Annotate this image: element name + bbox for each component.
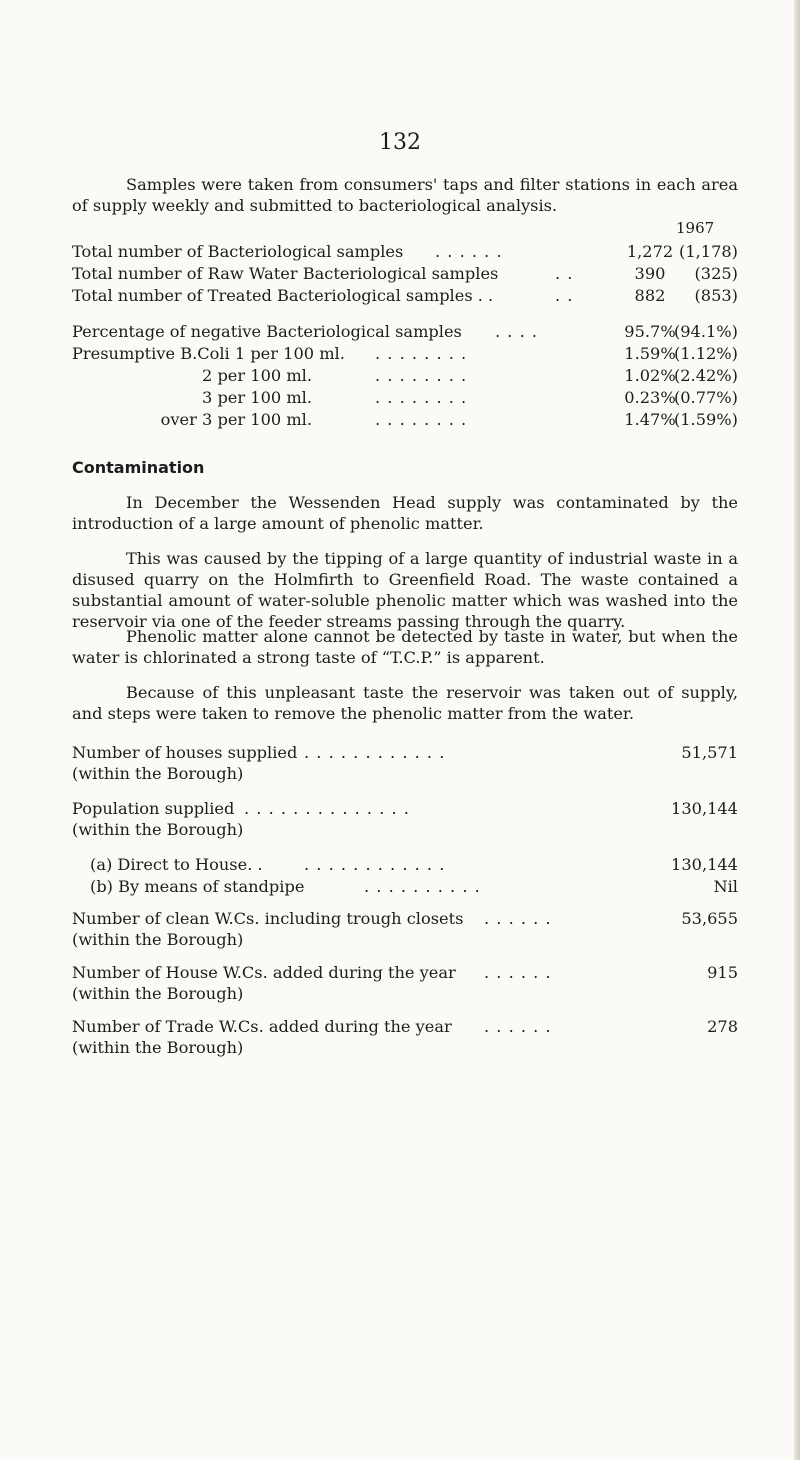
supply-stat-row (72, 798, 738, 840)
intro-paragraph: Samples were taken from consumers' taps and filter stations in each area of supply weekly and submitted to bacteriological analysis. (72, 175, 738, 215)
sample-total-row (72, 242, 752, 264)
supply-stat-row (72, 742, 738, 784)
percentage-row (72, 410, 752, 432)
row-value: Nil (713, 877, 738, 896)
row-previous-value: (0.77%) (673, 388, 738, 407)
supply-stat-row (90, 876, 738, 897)
row-value: 1,272 (626, 242, 674, 261)
row-label: Number of clean W.Cs. including trough closets (72, 909, 464, 928)
leader-dots: . . . . . . (484, 909, 552, 928)
leader-dots: . . . . . . (484, 963, 552, 982)
page-number: 132 (379, 130, 421, 155)
row-previous-value: (1,178) (679, 242, 738, 261)
row-value: 51,571 (681, 743, 738, 762)
contamination-paragraph: Because of this unpleasant taste the reservoir was taken out of supply, and steps were taken to remove the phenolic matter from the water. (72, 683, 738, 723)
row-value: 915 (707, 963, 738, 982)
row-label: Presumptive B.Coli 1 per 100 ml. (72, 344, 345, 363)
contamination-paragraph: This was caused by the tipping of a large quantity of industrial waste in a disused quarry on the Holmfirth to Greenfield Road. The waste contained a substantial amount of water-soluble phenolic matter which was washed into the reservoir via one of the feeder streams passing through the quarry. (72, 549, 738, 631)
row-label: Population supplied (72, 799, 235, 818)
leader-dots: . . (555, 264, 574, 283)
leader-dots: . . . . (495, 322, 539, 341)
sample-total-row (72, 286, 752, 308)
row-value: 95.7% (624, 322, 676, 341)
leader-dots: . . . . . . . . (375, 366, 468, 385)
row-value: 278 (707, 1017, 738, 1036)
row-value: 390 (634, 264, 666, 283)
row-value: 1.02% (624, 366, 676, 385)
row-sublabel: (within the Borough) (72, 1038, 244, 1057)
leader-dots: . . . . . . . . . . . . (304, 743, 446, 762)
supply-stat-row (72, 908, 738, 950)
leader-dots: . . . . . . . . . . . . . . (244, 799, 410, 818)
leader-dots: . . . . . . . . (375, 388, 468, 407)
row-label: 2 per 100 ml. (202, 366, 312, 385)
row-label: Number of House W.Cs. added during the year (72, 963, 456, 982)
page-edge-shadow (794, 0, 800, 1460)
leader-dots: . . . . . . . . . . (364, 877, 481, 896)
row-value: 1.47% (624, 410, 676, 429)
row-previous-value: (853) (694, 286, 738, 305)
row-label: Total number of Raw Water Bacteriological samples (72, 264, 499, 283)
row-sublabel: (within the Borough) (72, 930, 244, 949)
row-label: Number of Trade W.Cs. added during the year (72, 1017, 452, 1036)
row-value: 130,144 (671, 855, 738, 874)
row-label: (a) Direct to House. . (90, 855, 263, 874)
row-sublabel: (within the Borough) (72, 984, 244, 1003)
sample-total-row (72, 264, 752, 286)
row-label: Percentage of negative Bacteriological samples (72, 322, 462, 341)
row-value: 53,655 (681, 909, 738, 928)
year-header: 1967 (676, 219, 715, 237)
contamination-heading: Contamination (72, 458, 205, 477)
percentage-row (72, 344, 752, 366)
leader-dots: . . . . . . (435, 242, 503, 261)
row-previous-value: (2.42%) (673, 366, 738, 385)
percentage-row (72, 388, 752, 410)
leader-dots: . . . . . . . . (375, 410, 468, 429)
row-previous-value: (1.59%) (673, 410, 738, 429)
leader-dots: . . . . . . . . . . . . (304, 855, 446, 874)
row-label: Total number of Bacteriological samples (72, 242, 404, 261)
contamination-paragraph: In December the Wessenden Head supply was contaminated by the introduction of a large amount of phenolic matter. (72, 493, 738, 533)
percentage-row (72, 366, 752, 388)
row-previous-value: (94.1%) (673, 322, 738, 341)
leader-dots: . . (555, 286, 574, 305)
row-previous-value: (325) (694, 264, 738, 283)
leader-dots: . . . . . . (484, 1017, 552, 1036)
row-label: over 3 per 100 ml. (160, 410, 312, 429)
row-value: 0.23% (624, 388, 676, 407)
supply-stat-row (90, 854, 738, 875)
contamination-paragraph: Phenolic matter alone cannot be detected by taste in water, but when the water is chlorinated a strong taste of “T.C.P.” is apparent. (72, 627, 738, 667)
supply-stat-row (72, 962, 738, 1004)
row-label: 3 per 100 ml. (202, 388, 312, 407)
row-label: (b) By means of standpipe (90, 877, 305, 896)
row-previous-value: (1.12%) (673, 344, 738, 363)
row-label: Total number of Treated Bacteriological samples . . (72, 286, 494, 305)
row-value: 1.59% (624, 344, 676, 363)
row-sublabel: (within the Borough) (72, 764, 244, 783)
percentage-row (72, 322, 752, 344)
row-value: 882 (634, 286, 666, 305)
leader-dots: . . . . . . . . (375, 344, 468, 363)
supply-stat-row (72, 1016, 738, 1058)
row-value: 130,144 (671, 799, 738, 818)
row-label: Number of houses supplied (72, 743, 298, 762)
row-sublabel: (within the Borough) (72, 820, 244, 839)
